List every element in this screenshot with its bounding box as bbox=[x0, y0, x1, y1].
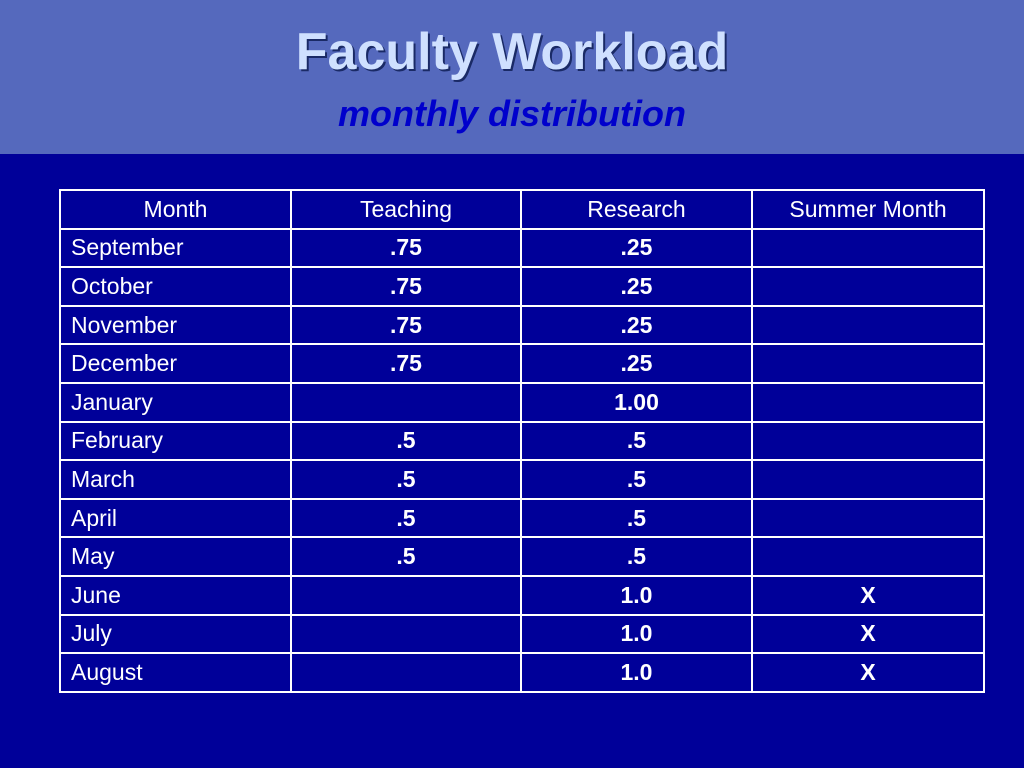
cell-summer bbox=[752, 460, 984, 499]
slide-title: Faculty Workload bbox=[295, 23, 729, 81]
cell-month: November bbox=[60, 306, 291, 345]
cell-teaching: .75 bbox=[291, 229, 521, 268]
table-row bbox=[60, 383, 984, 422]
table-row bbox=[60, 460, 984, 499]
cell-summer bbox=[752, 344, 984, 383]
cell-summer bbox=[752, 306, 984, 345]
header-teaching: Teaching bbox=[291, 190, 521, 229]
cell-teaching: .5 bbox=[291, 499, 521, 538]
cell-research: 1.0 bbox=[521, 576, 752, 615]
table-row bbox=[60, 537, 984, 576]
cell-research: .5 bbox=[521, 499, 752, 538]
cell-month: June bbox=[60, 576, 291, 615]
table-row bbox=[60, 229, 984, 268]
cell-month: February bbox=[60, 422, 291, 461]
cell-teaching: .5 bbox=[291, 537, 521, 576]
cell-research: .5 bbox=[521, 537, 752, 576]
cell-month: April bbox=[60, 499, 291, 538]
header-month: Month bbox=[60, 190, 291, 229]
header-research: Research bbox=[521, 190, 752, 229]
table-row bbox=[60, 306, 984, 345]
cell-research: 1.0 bbox=[521, 653, 752, 692]
cell-month: October bbox=[60, 267, 291, 306]
cell-research: .25 bbox=[521, 344, 752, 383]
cell-summer bbox=[752, 499, 984, 538]
cell-research: .5 bbox=[521, 422, 752, 461]
cell-month: July bbox=[60, 615, 291, 654]
table-row bbox=[60, 344, 984, 383]
cell-research: .25 bbox=[521, 306, 752, 345]
cell-month: May bbox=[60, 537, 291, 576]
cell-research: .25 bbox=[521, 267, 752, 306]
table-row bbox=[60, 653, 984, 692]
cell-month: September bbox=[60, 229, 291, 268]
cell-month: January bbox=[60, 383, 291, 422]
cell-summer bbox=[752, 383, 984, 422]
cell-summer: X bbox=[752, 653, 984, 692]
cell-teaching bbox=[291, 383, 521, 422]
table-row bbox=[60, 499, 984, 538]
cell-summer bbox=[752, 267, 984, 306]
cell-research: .25 bbox=[521, 229, 752, 268]
table-row bbox=[60, 267, 984, 306]
cell-teaching: .75 bbox=[291, 344, 521, 383]
cell-month: December bbox=[60, 344, 291, 383]
table-header-row bbox=[60, 190, 984, 229]
cell-teaching: .75 bbox=[291, 306, 521, 345]
cell-research: 1.00 bbox=[521, 383, 752, 422]
cell-summer bbox=[752, 229, 984, 268]
cell-summer bbox=[752, 422, 984, 461]
table-row bbox=[60, 615, 984, 654]
cell-summer: X bbox=[752, 576, 984, 615]
cell-teaching: .75 bbox=[291, 267, 521, 306]
table-row bbox=[60, 422, 984, 461]
workload-table-container bbox=[59, 189, 983, 693]
cell-research: .5 bbox=[521, 460, 752, 499]
cell-teaching bbox=[291, 653, 521, 692]
cell-teaching: .5 bbox=[291, 422, 521, 461]
header-summer-month: Summer Month bbox=[752, 190, 984, 229]
cell-research: 1.0 bbox=[521, 615, 752, 654]
slide-subtitle: monthly distribution bbox=[338, 93, 686, 134]
title-banner bbox=[0, 0, 1024, 154]
cell-summer: X bbox=[752, 615, 984, 654]
cell-month: March bbox=[60, 460, 291, 499]
cell-teaching bbox=[291, 576, 521, 615]
cell-teaching: .5 bbox=[291, 460, 521, 499]
cell-month: August bbox=[60, 653, 291, 692]
workload-table bbox=[59, 189, 985, 693]
table-row bbox=[60, 576, 984, 615]
cell-teaching bbox=[291, 615, 521, 654]
cell-summer bbox=[752, 537, 984, 576]
